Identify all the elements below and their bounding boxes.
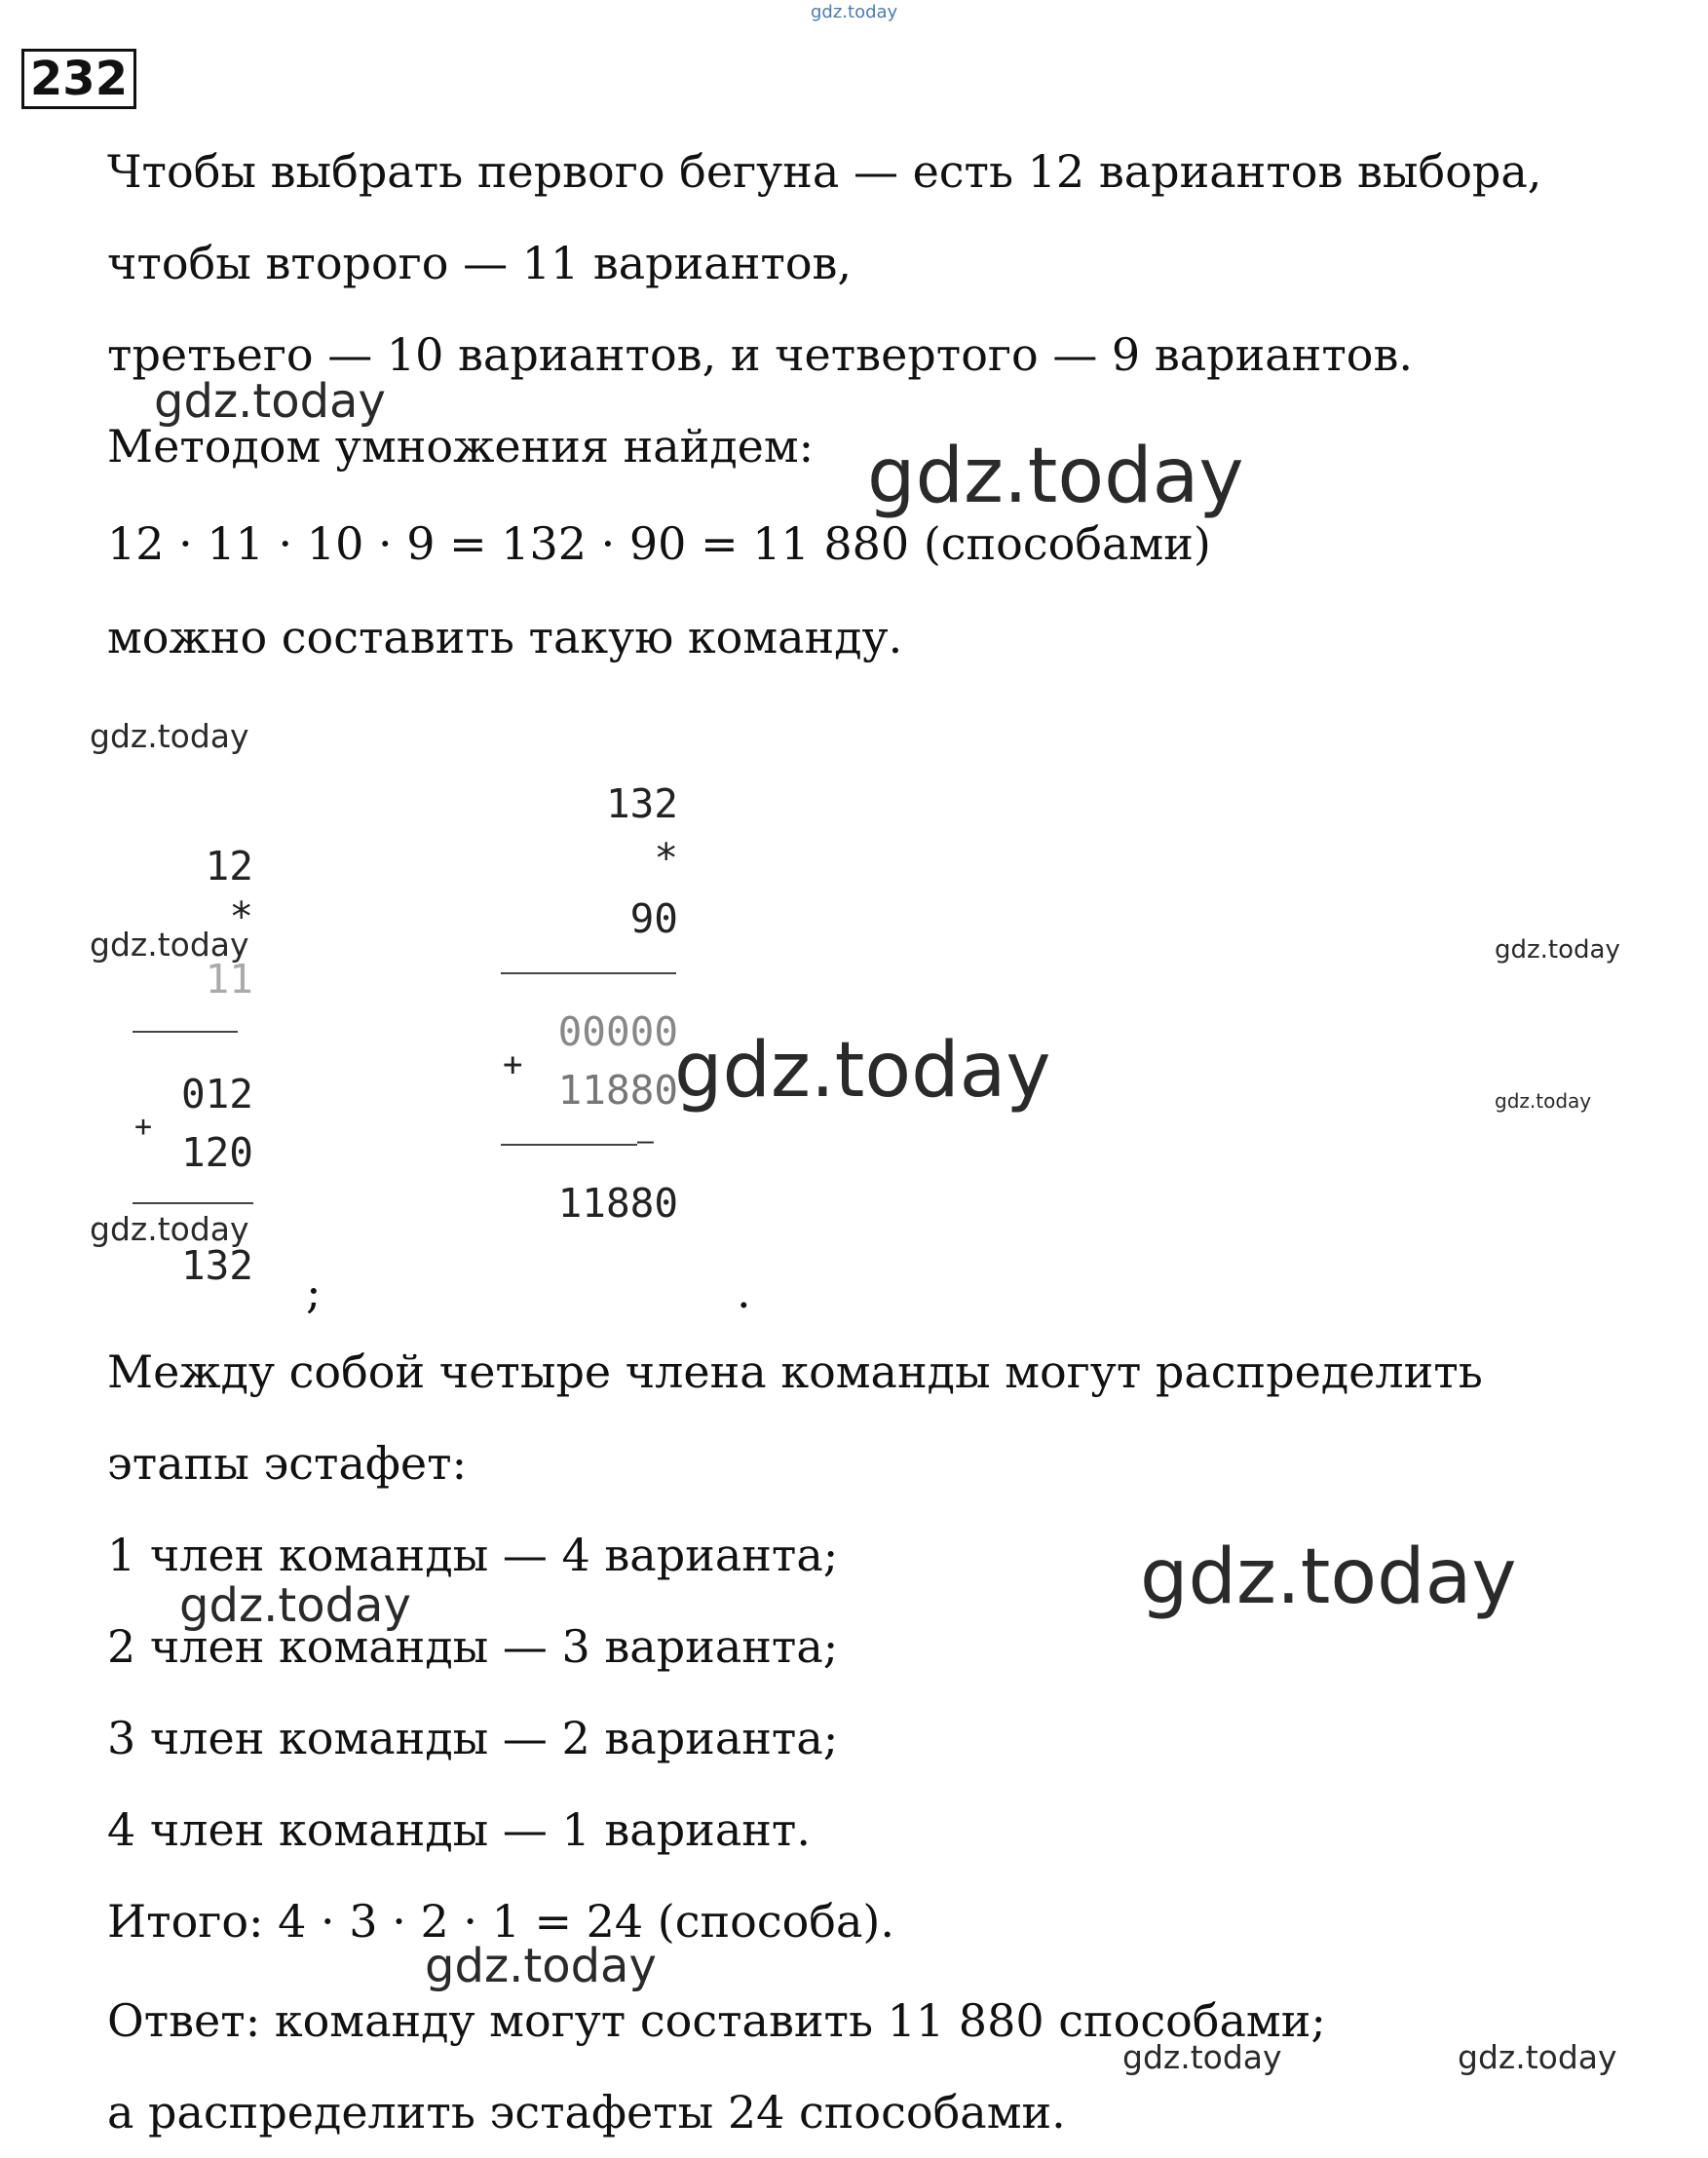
calc2-result: 11880 <box>557 1180 678 1227</box>
problem-number: 232 <box>21 49 136 109</box>
text-line-8: этапы эстафет: <box>107 1437 468 1490</box>
text-line-2: чтобы второго — 11 вариантов, <box>107 237 853 289</box>
watermark: gdz.today <box>154 374 386 429</box>
text-line-5: 12 · 11 · 10 · 9 = 132 · 90 = 11 880 (способами) <box>107 517 1211 570</box>
calc2-b: 90 <box>629 895 678 942</box>
text-line-10: 2 член команды — 3 варианта; <box>107 1620 839 1673</box>
calc1-a: 12 <box>205 843 253 890</box>
calc2-rule-2 <box>501 1144 637 1146</box>
text-line-14: Ответ: команду могут составить 11 880 способами; <box>107 1994 1326 2047</box>
watermark: gdz.today <box>1495 1089 1592 1113</box>
calc1-result: 132 <box>180 1242 253 1289</box>
calc2-dash: — <box>637 1124 654 1156</box>
text-line-12: 4 член команды — 1 вариант. <box>107 1803 811 1856</box>
calc1-p2: 120 <box>180 1129 253 1176</box>
calc2-op: * <box>654 835 678 882</box>
text-line-3: третьего — 10 вариантов, и четвертого — 9 вариантов. <box>107 328 1413 381</box>
calc1-p1: 012 <box>180 1071 253 1117</box>
watermark: gdz.today <box>1140 1533 1517 1621</box>
calc2-period: . <box>737 1266 751 1318</box>
calc1-b: 11 <box>205 956 253 1003</box>
text-line-4: Методом умножения найдем: <box>107 420 815 473</box>
text-line-1: Чтобы выбрать первого бегуна — есть 12 вариантов выбора, <box>107 145 1542 198</box>
watermark: gdz.today <box>90 717 249 755</box>
text-line-11: 3 член команды — 2 варианта; <box>107 1712 839 1764</box>
calc2-p1: 00000 <box>557 1008 678 1055</box>
calc1-plus: + <box>134 1110 153 1144</box>
calc1-op: * <box>229 893 253 940</box>
watermark: gdz.today <box>1122 2038 1282 2076</box>
watermark: gdz.today <box>179 1578 411 1633</box>
calc2-p2: 11880 <box>557 1067 678 1114</box>
watermark: gdz.today <box>1458 2038 1617 2076</box>
calc2-a: 132 <box>605 780 678 827</box>
calc1-semicolon: ; <box>306 1266 322 1318</box>
text-line-9: 1 член команды — 4 варианта; <box>107 1529 839 1581</box>
watermark: gdz.today <box>90 926 249 964</box>
calc2-plus: + <box>503 1045 523 1084</box>
watermark: gdz.today <box>674 1027 1051 1115</box>
watermark: gdz.today <box>425 1939 657 1993</box>
calc1-rule-1 <box>133 1031 238 1033</box>
text-line-7: Между собой четыре члена команды могут распределить <box>107 1345 1483 1398</box>
watermark: gdz.today <box>1495 935 1620 965</box>
watermark: gdz.today <box>90 1210 249 1248</box>
calc1-rule-2 <box>133 1202 253 1204</box>
watermark: gdz.today <box>811 2 898 22</box>
text-line-15: а распределить эстафеты 24 способами. <box>107 2086 1066 2139</box>
text-line-13: Итого: 4 · 3 · 2 · 1 = 24 (способа). <box>107 1895 894 1948</box>
text-line-6: можно составить такую команду. <box>107 611 903 663</box>
watermark: gdz.today <box>867 433 1244 520</box>
calc2-rule-1 <box>501 972 676 974</box>
